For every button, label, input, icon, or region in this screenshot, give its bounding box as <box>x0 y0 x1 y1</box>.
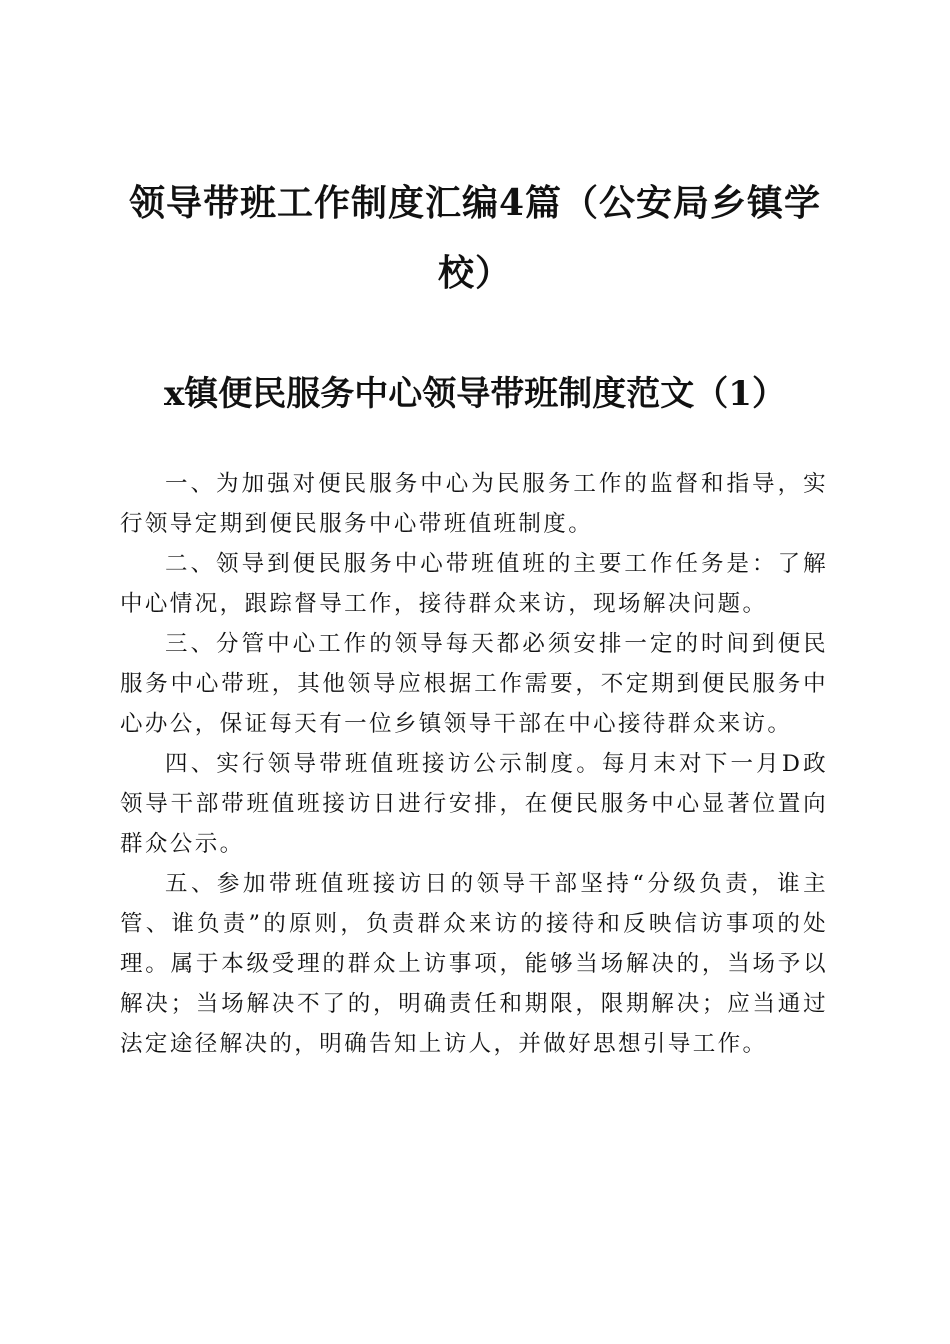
section-title: x镇便民服务中心领导带班制度范文（1） <box>164 374 786 414</box>
paragraph-1: 一、为加强对便民服务中心为民服务工作的监督和指导，实行领导定期到便民服务中心带班值班制度。 <box>120 471 828 537</box>
paragraph-2: 二、领导到便民服务中心带班值班的主要工作任务是：了解中心情况，跟踪督导工作，接待群众来访，现场解决问题。 <box>120 551 828 617</box>
paragraph-5: 五、参加带班值班接访日的领导干部坚持“分级负责，谁主管、谁负责”的原则，负责群众来访的接待和反映信访事项的处理。属于本级受理的群众上访事项，能够当场解决的，当场予以解决；当场解决不了的，明确责任和期限，限期解决；应当通过法定途径解决的，明确告知上访人，并做好思想引导工作。 <box>120 871 828 1057</box>
paragraph-4: 四、实行领导带班值班接访公示制度。每月末对下一月D政领导干部带班值班接访日进行安排，在便民服务中心显著位置向群众公示。 <box>120 751 828 857</box>
document-body <box>120 464 828 1064</box>
document-title: 领导带班工作制度汇编4篇（公安局乡镇学校） <box>128 182 822 294</box>
paragraph-3: 三、分管中心工作的领导每天都必须安排一定的时间到便民服务中心带班，其他领导应根据工作需要，不定期到便民服务中心办公，保证每天有一位乡镇领导干部在中心接待群众来访。 <box>120 631 828 737</box>
